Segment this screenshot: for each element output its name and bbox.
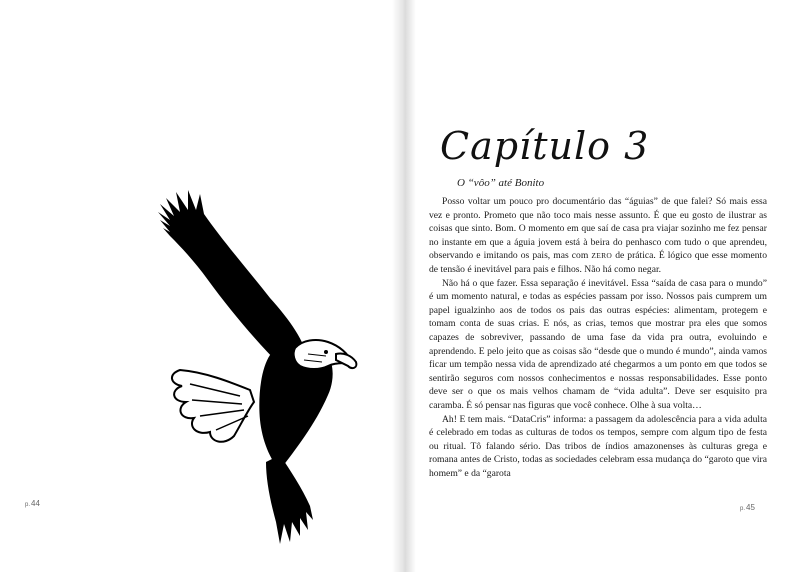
paragraph-1-text-a: Posso voltar um pouco pro documentário das “águias” de que falei? Só mais essa vez e pronto. Prometo que não toco mais nesse assunto. É que eu gosto de ilustrar as coisas que sinto. Bom. O momento em que saí de casa pra viajar sozinho me fez pensar no instante em que a águia jovem está à beira do penhasco com tudo o que aprendeu, observando e imitando os pais, mas com [429, 196, 767, 262]
page-label: p. [740, 506, 746, 512]
eagle-beak [336, 353, 356, 368]
right-page-number [740, 503, 755, 512]
page-number-value: 44 [31, 499, 40, 508]
page-number-value: 45 [746, 503, 755, 512]
eagle-tail [172, 370, 254, 442]
eagle-illustration [130, 170, 380, 550]
zero-small-caps: ZERO [591, 251, 613, 261]
chapter-title: Capítulo 3 [440, 124, 650, 168]
eagle-lower-wing [266, 455, 313, 544]
page-label: p. [25, 502, 31, 508]
paragraph-1 [429, 195, 767, 277]
paragraph-1-text-b: de prática. É lógico que esse momento de tensão é inevitável para pais e filhos. Não há como negar. [429, 250, 767, 275]
chapter-subtitle: O “vôo” até Bonito [457, 177, 545, 189]
chapter-body [429, 195, 767, 480]
paragraph-2: Não há o que fazer. Essa separação é inevitável. Essa “saída de casa para o mundo” é um momento natural, e todas as espécies passam por isso. Nossos pais cumprem um papel igualzinho aos de todos os pais das outras espécies: alimentam, protegem e tomam conta de suas crias. E nós, as crias, temos que mostrar pra eles que somos capazes de sobreviver, passando de uma fase da vida pra outra, evoluindo e aprendendo. E pelo jeito que as coisas são “desde que o mundo é mundo”, ainda vamos ficar um tempão nessa vida de aprendizado até chegarmos a um ponto em que todos se sentirão seguros com nossos conhecimentos e nossas responsabilidades. Esse ponto deve ser o que os mais velhos chamam de “vida adulta”. Deve ser esquisito pra caramba. É só pensar nas figuras que você conhece. Olhe à sua volta… [429, 277, 767, 411]
eagle-upper-wing [158, 190, 308, 365]
paragraph-3: Ah! E tem mais. “DataCris” informa: a passagem da adolescência para a vida adulta é celebrado em todas as culturas de todos os tempos, sempre com algum tipo de festa ou ritual. Tô falando sério. Das tribos de índios amazonenses às culturas grega e romana antes de Cristo, todas as sociedades celebram essa mudança do “garoto que vira homem” e da “garota [429, 413, 767, 479]
left-page-number [25, 499, 40, 508]
